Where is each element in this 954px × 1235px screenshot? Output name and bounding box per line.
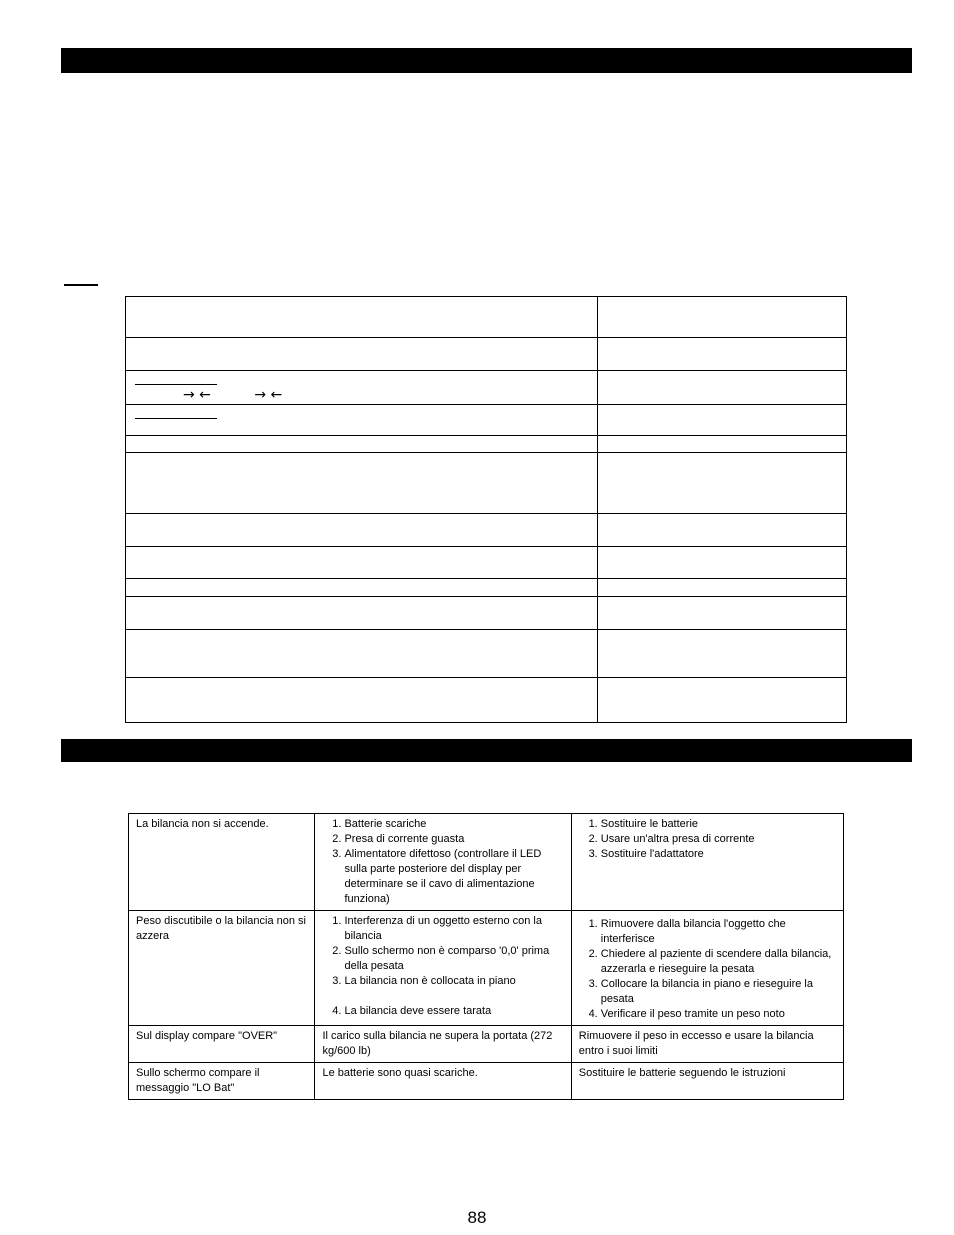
list-item: 2. Presa di corrente guasta bbox=[344, 832, 563, 847]
table-row bbox=[129, 911, 844, 1026]
short-underline-rule bbox=[64, 284, 98, 286]
arrow-pair-2: → ← bbox=[254, 387, 283, 403]
solutions-list bbox=[579, 817, 836, 862]
list-item: 3. Sostituire l'adattatore bbox=[601, 847, 836, 862]
list-item: 1. Interferenza di un oggetto esterno con la bilancia bbox=[344, 914, 563, 944]
arrow-marks bbox=[183, 388, 282, 402]
causes-cell bbox=[315, 911, 571, 1026]
causes-list bbox=[322, 914, 563, 1019]
list-item: 3. Alimentatore difettoso (controllare il LED sulla parte posteriore del display per determinare se il cavo di alimentazione funziona) bbox=[344, 847, 563, 907]
cause-cell: Le batterie sono quasi scariche. bbox=[315, 1063, 571, 1100]
list-item: 3. Collocare la bilancia in piano e rieseguire la pesata bbox=[601, 977, 836, 1007]
list-item: 2. Sullo schermo non è comparso '0,0' prima della pesata bbox=[344, 944, 563, 974]
row-divider bbox=[126, 546, 846, 547]
list-item: 1. Batterie scariche bbox=[344, 817, 563, 832]
row-divider bbox=[126, 435, 846, 436]
solutions-cell bbox=[571, 814, 843, 911]
row-divider bbox=[126, 513, 846, 514]
row-divider bbox=[126, 452, 846, 453]
list-item: 2. Usare un'altra presa di corrente bbox=[601, 832, 836, 847]
section-header-bar-top bbox=[61, 48, 912, 73]
row-divider bbox=[126, 337, 846, 338]
row-divider bbox=[126, 370, 846, 371]
underline-mark bbox=[135, 418, 217, 419]
solution-cell: Sostituire le batterie seguendo le istruzioni bbox=[571, 1063, 843, 1100]
problem-cell: Sul display compare "OVER" bbox=[129, 1026, 315, 1063]
list-item: 3. La bilancia non è collocata in piano bbox=[344, 974, 563, 989]
underline-mark bbox=[135, 384, 217, 385]
page-number: 88 bbox=[467, 1208, 487, 1227]
solutions-cell bbox=[571, 911, 843, 1026]
row-divider bbox=[126, 596, 846, 597]
column-divider bbox=[597, 297, 598, 722]
problem-cell: La bilancia non si accende. bbox=[129, 814, 315, 911]
list-item: 1. Rimuovere dalla bilancia l'oggetto che interferisce bbox=[601, 917, 836, 947]
row-divider bbox=[126, 629, 846, 630]
list-item: 2. Chiedere al paziente di scendere dalla bilancia, azzerarla e rieseguire la pesata bbox=[601, 947, 836, 977]
list-item: 4. La bilancia deve essere tarata bbox=[344, 1004, 563, 1019]
problem-cell: Peso discutibile o la bilancia non si azzera bbox=[129, 911, 315, 1026]
section-header-bar-troubleshooting bbox=[61, 739, 912, 762]
list-item: 1. Sostituire le batterie bbox=[601, 817, 836, 832]
row-divider bbox=[126, 404, 846, 405]
table-row bbox=[129, 814, 844, 911]
causes-list bbox=[322, 817, 563, 907]
table-row bbox=[129, 1063, 844, 1100]
row-divider bbox=[126, 578, 846, 579]
problem-cell: Sullo schermo compare il messaggio "LO Bat" bbox=[129, 1063, 315, 1100]
solutions-list bbox=[579, 917, 836, 1022]
troubleshooting-table bbox=[128, 813, 844, 1100]
row-divider bbox=[126, 677, 846, 678]
arrow-pair-1: → ← bbox=[183, 387, 211, 403]
causes-cell bbox=[315, 814, 571, 911]
solution-cell: Rimuovere il peso in eccesso e usare la bilancia entro i suoi limiti bbox=[571, 1026, 843, 1063]
table-row bbox=[129, 1026, 844, 1063]
specification-table bbox=[125, 296, 847, 723]
cause-cell: Il carico sulla bilancia ne supera la portata (272 kg/600 lb) bbox=[315, 1026, 571, 1063]
list-item: 4. Verificare il peso tramite un peso noto bbox=[601, 1007, 836, 1022]
